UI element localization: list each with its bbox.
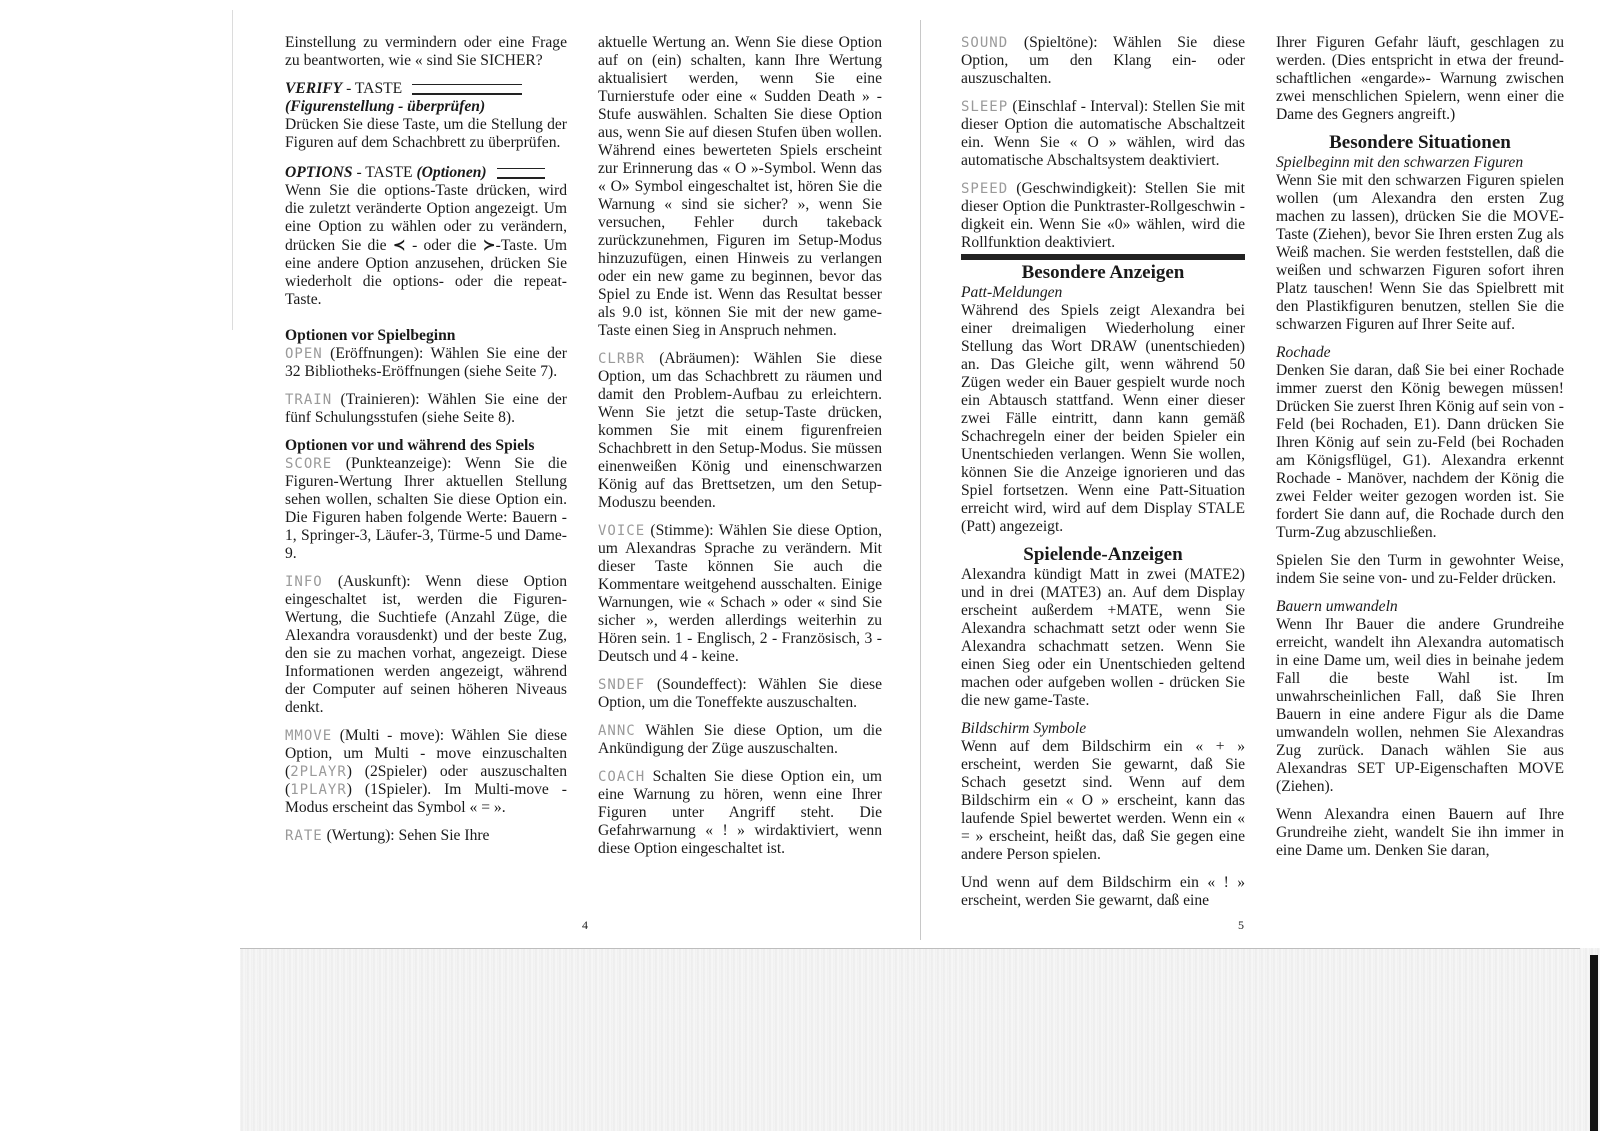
subsection-heading: Rochade [1276,344,1331,361]
option-desc: (Wertung): Sehen Sie Ihre [322,827,490,844]
lcd-label: 2PLAYR [290,764,347,780]
lcd-label: ANNC [598,723,636,739]
verify-subtitle: (Figurenstellung - überprüfen) [285,98,486,115]
option-sound [961,34,1245,88]
paragraph: Wenn auf dem Bildschirm ein « + » erscheint, werden Sie gewarnt, daß Sie Schach gesetzt sind. Wenn auf dem Bildschirm ein « O » erscheint, kann das laufende Spiel bewertet werden. Wenn ein « = » erscheint, heißt das, daß Sie gegen eine andere Person spielen. [961,738,1245,863]
option-desc: (Abräumen): Wählen Sie diese Option, um das Schachbrett zu räumen und damit den Problem-Aufbau zu erleichtern. Wenn Sie jetzt die setup-Taste drücken, kommen Sie mit einem figurenfreien Schachbrett in den Setup-Modus. Sie müssen einenweißen König und einenschwarzen König auf das Brettsetzen, um den Setup-Moduszu beenden. [598,350,882,511]
lcd-label: OPEN [285,346,323,362]
page-number: 5 [1238,918,1244,932]
option-mmove [285,727,567,817]
section-heading: Spielende-Anzeigen [1023,544,1183,565]
options-text-2: -Taste. Um eine andere Option anzusehen, drücken Sie wiederholt die options- oder die repeat-Taste. [285,237,568,308]
option-train [285,391,567,427]
verify-key-name: VERIFY [285,80,343,97]
lcd-label: SCORE [285,456,333,472]
option-speed [961,180,1245,252]
verify-text: Drücken Sie diese Taste, um die Stellung der Figuren auf dem Schachbrett zu überprüfen. [285,116,567,151]
right-page-column-1 [961,34,1245,920]
lcd-label: SLEEP [961,99,1009,115]
option-sleep [961,98,1245,170]
option-desc: (Geschwindigkeit): Stellen Sie mit dieser Option die Punktraster-Rollgeschwin - digkeit ein. Wenn Sie «0» wählen, wird die Rollfunktion deaktiviert. [961,180,1245,251]
lcd-label: VOICE [598,523,646,539]
lcd-label: 1PLAYR [290,782,347,798]
option-score [285,455,567,563]
options-key-suffix: - TASTE [352,164,417,181]
center-fold [920,20,921,940]
rule-decoration [497,168,545,179]
left-arrow-icon: ≺ [392,236,406,254]
option-desc: (Trainieren): Wählen Sie eine der fünf Schulungsstufen (siehe Seite 8). [285,391,567,426]
page-edge [232,10,233,330]
option-desc: (Auskunft): Wenn diese Option eingeschaltet ist, werden die Figuren- Wertung, die Suchtiefe (Anzahl Züge, die Alexandra vorausdenkt) und der beste Zug, den sie zu machen vorhat, angezeigt. Diese Informationen werden angezeigt, während der Computer auf seinen höheren Niveaus denkt. [285,573,567,716]
options-section [285,164,567,309]
lcd-label: COACH [598,769,646,785]
option-desc: Schalten Sie diese Option ein, um eine Warnung zu hören, wenn eine Ihrer Figuren unter Angriff steht. Die Gefahrwarnung « ! » wirdaktiviert, wenn diese Option eingeschaltet ist. [598,768,882,857]
scan-edge-bar [1590,955,1598,1131]
section-heading: Optionen vor Spielbeginn [285,327,456,344]
left-page-column-2 [598,34,882,868]
paragraph: Wenn Sie mit den schwarzen Figuren spielen wollen (um Alexandra den ersten Zug machen zu lassen), drücken Sie die MOVE- Taste (Ziehen), bevor Sie Ihren ersten Zug als Weiß machen. Sie werden feststellen, daß die weißen und schwarzen Figuren sofort ihren Platz tauschen! Wenn Sie das Spielbrett mit den Plastikfiguren benutzen, stellen Sie die schwarzen Figuren auf Ihrer Seite auf. [1276,172,1564,333]
right-page-column-2 [1276,34,1564,870]
option-open [285,345,567,381]
subsection-heading: Bildschirm Symbole [961,720,1087,737]
subsection-heading: Patt-Meldungen [961,284,1063,301]
option-desc: (Eröffnungen): Wählen Sie eine der 32 Bibliotheks-Eröffnungen (siehe Seite 7). [285,345,567,380]
option-clrbr [598,350,882,512]
left-page-column-1 [285,34,567,855]
section-heading: Besondere Anzeigen [1021,262,1185,283]
option-desc: (Spieltöne): Wählen Sie diese Option, um den Klang ein- oder auszuschalten. [961,34,1245,87]
option-desc: (Soundeffect): Wählen Sie diese Option, um die Toneffekte auszuschalten. [598,676,882,711]
verify-key-suffix: - TASTE [342,80,403,97]
options-subtitle: (Optionen) [416,164,487,181]
right-arrow-icon: ≻ [482,236,496,254]
page-number: 4 [582,918,588,932]
section-rule [961,254,1245,260]
lcd-label: CLRBR [598,351,646,367]
lcd-label: SOUND [961,35,1009,51]
paragraph: Denken Sie daran, daß Sie bei einer Rochade immer zuerst den König bewegen müssen! Drücken Sie zuerst Ihren König auf sein von - Feld (bei Rochaden, E1). Dann drücken Sie Ihren König auf sein zu-Feld (bei Rochaden am Königsflügel, G1). Alexandra erkennt Rochade - Manöver, nachdem der König die zwei Felder weiter gezogen worden ist. Sie fordert Sie dann auf, die Rochade durch den Turm-Zug abzuschließen. [1276,362,1564,541]
option-desc: (Stimme): Wählen Sie diese Option, um Alexandras Sprache zu verändern. Mit dieser Taste können Sie auch die Kommentare weitgehend ausschalten. Einige Warnungen, wie « Schach » oder « sind Sie sicher », werden allerdings weiterhin zu Hören sein. 1 - Englisch, 2 - Französisch, 3 - Deutsch und 4 - keine. [598,522,882,665]
paragraph: Wenn Ihr Bauer die andere Grundreihe erreicht, wandelt ihn Alexandra automatisch in eine Dame um, weil dies in beinahe jedem Fall die beste Wahl ist. Im unwahrscheinlichen Fall, daß Sie Ihren Bauern in eine andere Figur als die Dame umwandeln wollen, nehmen Sie Alexandras Zug zurück. Danach wählen Sie aus Alexandras SET UP-Eigenschaften MOVE (Ziehen). [1276,616,1564,795]
page-bottom-edge [240,948,1580,949]
option-rate [285,827,567,845]
scan-shadow [240,948,1600,1131]
paragraph: Einstellung zu vermindern oder eine Frage zu beantworten, wie « sind Sie SICHER? [285,34,567,69]
section-heading: Besondere Situationen [1329,132,1511,153]
paragraph: Während des Spiels zeigt Alexandra bei einer dreimaligen Wiederholung einer Stellung das Wort DRAW (unentschieden) an. Das Gleiche gilt, wenn während 50 Zügen weder ein Bauer gespielt wurde noch ein Abtausch stattfand. Wenn einer dieser zwei Fälle eintritt, dann kann gemäß Schachregeln einer der beiden Spieler ein Unentschieden verlangen. Wenn Sie wollen, können Sie die Anzeige ignorieren und das Spiel fortsetzen. Wenn eine Patt-Situation erreicht wird, wird auf dem Display STALE (Patt) angezeigt. [961,302,1245,535]
subsection-heading: Bauern umwandeln [1276,598,1398,615]
option-annc [598,722,882,758]
lcd-label: SPEED [961,181,1009,197]
lcd-label: INFO [285,574,323,590]
option-desc: (Punkteanzeige): Wenn Sie die Figuren-Wertung Ihrer aktuellen Stellung sehen wollen, schalten Sie diese Option ein. Die Figuren haben folgende Werte: Bauern - 1, Springer-3, Läufer-3, Türme-5 und Dame-9. [285,455,567,562]
option-desc: ) (2Spieler) oder auszuschalten ( [285,763,567,798]
paragraph: aktuelle Wertung an. Wenn Sie diese Option auf on (ein) schalten, kann Ihre Wertung aktualisiert werden, wenn Sie eine Turnierstufe oder eine « Sudden Death » - Stufe auswählen. Schalten Sie diese Option aus, wenn Sie auf diesen Stufen üben wollen. Während eines bewerteten Spiels erscheint zur Erinnerung das « O »-Symbol. Wenn das « O» Symbol eingeschaltet ist, hören Sie die Warnung « sind sie sicher? », wenn Sie versuchen, Fehler durch takeback zurückzunehmen, Figuren im Setup-Modus hinzuzufügen, einen Hinweis zu verlangen oder ein new game zu beginnen, bevor das Spiel zu Ende ist. Wenn das Resultat besser als 9.0 ist, können Sie mit der new game-Taste einen Sieg in Anspruch nehmen. [598,34,882,339]
option-desc: (Multi - move): Wählen Sie diese Option, um Multi - move einzuschalten ( [285,727,567,780]
option-sndef [598,676,882,712]
paragraph: Ihrer Figuren Gefahr läuft, geschlagen zu werden. (Dies entspricht in etwa der freund-schaftlichen «engarde»- Warnung zwischen zwei menschlichen Spielern, wenn einer die Dame des Gegners angreift.) [1276,34,1564,123]
verify-section [285,80,567,152]
section-heading: Optionen vor und während des Spiels [285,437,535,454]
rule-decoration [412,84,522,95]
option-desc: Wählen Sie diese Option, um die Ankündigung der Züge auszuschalten. [598,722,882,757]
lcd-label: SNDEF [598,677,646,693]
paragraph: Und wenn auf dem Bildschirm ein « ! » erscheint, werden Sie gewarnt, daß eine [961,874,1245,909]
paragraph: Wenn Alexandra einen Bauern auf Ihre Grundreihe zieht, wandelt Sie ihn immer in eine Dame um. Denken Sie daran, [1276,806,1564,859]
paragraph: Alexandra kündigt Matt in zwei (MATE2) und in drei (MATE3) an. Auf dem Display erscheint außerdem +MATE, wenn Sie Alexandra schachmatt setzt oder wenn Sie Alexandra schachmatt setzen. Wenn Sie einen Sieg oder ein Unentschieden geltend machen oder aufgeben wollen - drücken Sie die new game-Taste. [961,566,1245,709]
options-key-name: OPTIONS [285,164,353,181]
option-desc: ) (1Spieler). Im Multi-move - Modus erscheint das Symbol « = ». [285,781,567,816]
option-info [285,573,567,717]
options-text: Wenn Sie die options-Taste drücken, wird die zuletzt veränderte Option angezeigt. Um eine Option zu wählen oder zu verändern, drücken Sie die [285,182,567,254]
lcd-label: MMOVE [285,728,333,744]
subsection-heading: Spielbeginn mit den schwarzen Figuren [1276,154,1524,171]
option-voice [598,522,882,666]
paragraph: Spielen Sie den Turm in gewohnter Weise, indem Sie seine von- und zu-Felder drücken. [1276,552,1564,587]
lcd-label: TRAIN [285,392,333,408]
lcd-label: RATE [285,828,323,844]
option-desc: (Einschlaf - Interval): Stellen Sie mit dieser Option die automatische Abschaltzeit ein. Wenn Sie « O » wählen, wird das automatische Abschaltsystem deaktiviert. [961,98,1245,169]
options-mid: - oder die [405,237,483,254]
option-coach [598,768,882,858]
